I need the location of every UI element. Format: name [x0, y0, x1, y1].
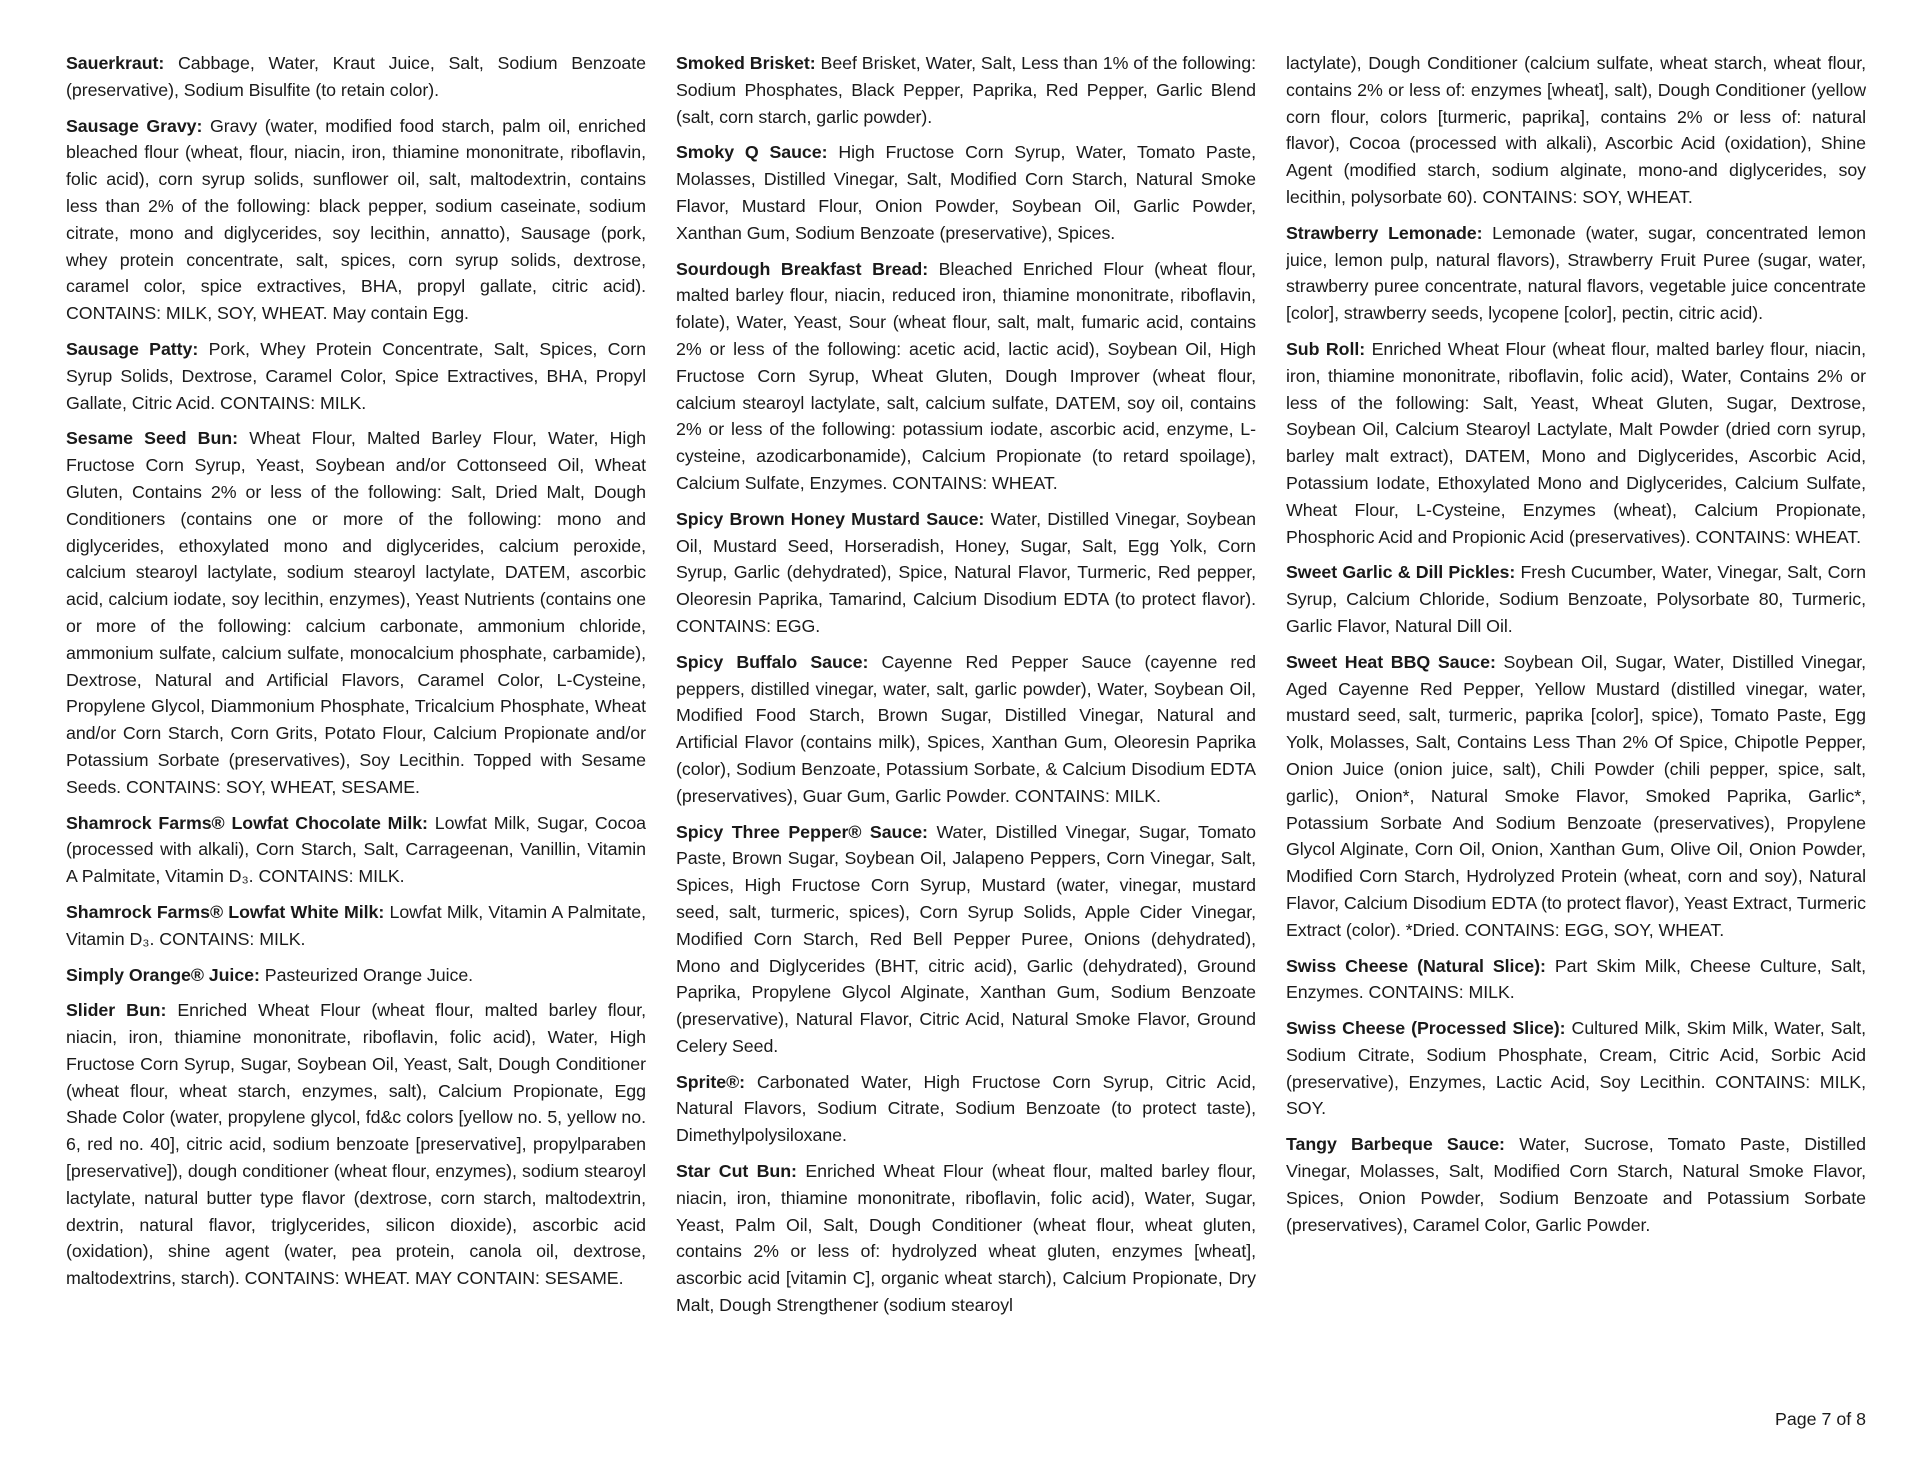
item-ingredients: Pasteurized Orange Juice. — [264, 964, 474, 985]
item-name: Sausage Patty: — [66, 338, 199, 359]
item-name: Strawberry Lemonade: — [1286, 222, 1483, 243]
item-ingredients: Enriched Wheat Flour (wheat flour, malted barley flour, niacin, iron, thiamine mononitrate, riboflavin, folic acid), Water, High Fructose Corn Syrup, Sugar, Soybean Oil, Yeast, Salt, Dough Conditioner (wheat flour, wheat starch, enzymes, salt), Calcium Propionate, Egg Shade Color (water, propylene glycol, fd&c colors [yellow no. 5, yellow no. 6, red no. 40], citric acid, sodium benzoate [preservative], propylparaben [preservative]), dough conditioner (wheat flour, enzymes), sodium stearoyl lactylate, natural butter type flavor (dextrose, corn starch, maltodextrin, dextrin, natural flavor, triglycerides, silicon dioxide), ascorbic acid (oxidation), shine agent (water, pea protein, canola oil, dextrose, maltodextrins, starch). CONTAINS: WHEAT. MAY CONTAIN: SESAME. — [66, 1000, 646, 1289]
ingredient-entry — [66, 336, 646, 416]
item-ingredients: Lowfat Milk, Sugar, Cocoa (processed with alkali), Corn Starch, Salt, Carrageenan, Vanillin, Vitamin A Palmitate, Vitamin D₃. CONTAINS: MILK. — [66, 812, 646, 887]
ingredient-entry — [66, 113, 646, 327]
ingredient-entry — [1286, 336, 1866, 550]
ingredient-entry — [66, 425, 646, 800]
item-name: Spicy Three Pepper® Sauce: — [676, 821, 928, 842]
item-name: Star Cut Bun: — [676, 1161, 797, 1182]
item-name: Swiss Cheese (Processed Slice): — [1286, 1018, 1566, 1039]
item-ingredients: lactylate), Dough Conditioner (calcium sulfate, wheat starch, wheat flour, contains 2% or less of: enzymes [wheat], salt), Dough Conditioner (yellow corn flour, colors [turmeric, paprika], contains 2% or less of: natural flavor), Cocoa (processed with alkali), Ascorbic Acid (oxidation), Shine Agent (modified starch, sodium alginate, mono-and diglycerides, soy lecithin, polysorbate 60). CONTAINS: SOY, WHEAT. — [1286, 53, 1866, 207]
ingredient-entry — [66, 962, 646, 989]
column-3 — [1286, 50, 1866, 1380]
item-ingredients: Part Skim Milk, Cheese Culture, Salt, Enzymes. CONTAINS: MILK. — [1286, 955, 1866, 1003]
item-ingredients: Water, Sucrose, Tomato Paste, Distilled Vinegar, Molasses, Salt, Modified Corn Starch, Natural Smoke Flavor, Spices, Onion Powder, Sodium Benzoate and Potassium Sorbate (preservatives), Caramel Color, Garlic Powder. — [1286, 1134, 1866, 1235]
item-name: Shamrock Farms® Lowfat White Milk: — [66, 901, 385, 922]
page-number: Page 7 of 8 — [1775, 1409, 1866, 1429]
ingredient-entry — [1286, 953, 1866, 1007]
item-name: Smoky Q Sauce: — [676, 142, 828, 163]
item-ingredients: Wheat Flour, Malted Barley Flour, Water, High Fructose Corn Syrup, Yeast, Soybean and/or Cottonseed Oil, Wheat Gluten, Contains 2% or less of the following: Salt, Dried Malt, Dough Conditioners (contains one or more of the following: mono and diglycerides, ethoxylated mono and diglycerides, calcium peroxide, calcium stearoyl lactylate, sodium stearoyl lactylate, DATEM, ascorbic acid, calcium iodate, soy lecithin, enzymes), Yeast Nutrients (contains one or more of the following: calcium carbonate, ammonium chloride, ammonium sulfate, calcium sulfate, monocalcium phosphate, carbamide), Dextrose, Natural and Artificial Flavors, Caramel Color, L-Cysteine, Propylene Glycol, Diammonium Phosphate, Tricalcium Phosphate, Wheat and/or Corn Starch, Corn Grits, Potato Flour, Calcium Propionate and/or Potassium Sorbate (preservatives), Soy Lecithin. Topped with Sesame Seeds. CONTAINS: SOY, WHEAT, SESAME. — [66, 428, 646, 797]
ingredient-entry — [676, 819, 1256, 1060]
item-ingredients: Enriched Wheat Flour (wheat flour, malted barley flour, niacin, iron, thiamine mononitrate, riboflavin, folic acid), Water, Sugar, Yeast, Palm Oil, Salt, Dough Conditioner (wheat flour, wheat gluten, contains 2% or less of: hydrolyzed wheat gluten, enzymes [wheat], ascorbic acid [vitamin C], organic wheat starch), Calcium Propionate, Dry Malt, Dough Strengthener (sodium stearoyl — [676, 1161, 1256, 1316]
ingredient-entry — [1286, 220, 1866, 327]
item-ingredients: High Fructose Corn Syrup, Water, Tomato Paste, Molasses, Distilled Vinegar, Salt, Modified Corn Starch, Natural Smoke Flavor, Mustard Flour, Onion Powder, Soybean Oil, Garlic Powder, Xanthan Gum, Sodium Benzoate (preservative), Spices. — [676, 142, 1256, 243]
ingredient-document — [66, 50, 1866, 1380]
ingredient-entry — [676, 256, 1256, 497]
item-ingredients: Cultured Milk, Skim Milk, Water, Salt, Sodium Citrate, Sodium Phosphate, Cream, Citric Acid, Sorbic Acid (preservative), Enzymes, Lactic Acid, Soy Lecithin. CONTAINS: MILK, SOY. — [1286, 1018, 1866, 1119]
item-name: Tangy Barbeque Sauce: — [1286, 1134, 1505, 1155]
item-name: Spicy Buffalo Sauce: — [676, 651, 869, 672]
item-ingredients: Gravy (water, modified food starch, palm oil, enriched bleached flour (wheat, flour, niacin, iron, thiamine mononitrate, riboflavin, folic acid), corn syrup solids, sunflower oil, salt, maltodextrin, contains less than 2% of the following: black pepper, sodium caseinate, sodium citrate, mono and diglycerides, soy lecithin, annatto), Sausage (pork, whey protein concentrate, salt, spices, corn syrup solids, dextrose, caramel color, spice extractives, BHA, propyl gallate, citric acid). CONTAINS: MILK, SOY, WHEAT. May contain Egg. — [66, 115, 646, 324]
item-ingredients: Enriched Wheat Flour (wheat flour, malted barley flour, niacin, iron, thiamine mononitrate, riboflavin, folic acid), Water, Contains 2% or less of the following: Salt, Yeast, Wheat Gluten, Sugar, Dextrose, Soybean Oil, Calcium Stearoyl Lactylate, Malt Powder (dried corn syrup, barley malt extract), DATEM, Mono and Diglycerides, Ascorbic Acid, Potassium Iodate, Ethoxylated Mono and Diglycerides, Calcium Sulfate, Wheat Flour, L-Cysteine, Enzymes (wheat), Calcium Propionate, Phosphoric Acid and Propionic Acid (preservatives). CONTAINS: WHEAT. — [1286, 338, 1866, 547]
ingredient-entry — [66, 810, 646, 890]
ingredient-entry — [676, 1158, 1256, 1319]
item-ingredients: Soybean Oil, Sugar, Water, Distilled Vinegar, Aged Cayenne Red Pepper, Yellow Mustard (distilled vinegar, water, mustard seed, salt, turmeric, paprika [color], spice), Tomato Paste, Egg Yolk, Molasses, Salt, Contains Less Than 2% Of Spice, Chipotle Pepper, Onion Juice (onion juice, salt), Chili Powder (chili pepper, spice, salt, garlic), Onion*, Natural Smoke Flavor, Smoked Paprika, Garlic*, Potassium Sorbate And Sodium Benzoate (preservatives), Propylene Glycol Alginate, Corn Oil, Onion, Xanthan Gum, Olive Oil, Onion Powder, Modified Corn Starch, Hydrolyzed Protein (wheat, corn and soy), Natural Flavor, Calcium Disodium EDTA (to protect flavor), Yeast Extract, Turmeric Extract (color). *Dried. CONTAINS: EGG, SOY, WHEAT. — [1286, 651, 1866, 940]
ingredient-entry — [66, 899, 646, 953]
ingredient-entry — [1286, 649, 1866, 944]
item-ingredients: Beef Brisket, Water, Salt, Less than 1% of the following: Sodium Phosphates, Black Pepper, Paprika, Red Pepper, Garlic Blend (salt, corn starch, garlic powder). — [676, 53, 1256, 127]
item-ingredients: Bleached Enriched Flour (wheat flour, malted barley flour, niacin, reduced iron, thiamine mononitrate, riboflavin, folate), Water, Yeast, Sour (wheat flour, salt, malt, fumaric acid, contains 2% or less of the following: acetic acid, lactic acid), Soybean Oil, High Fructose Corn Syrup, Wheat Gluten, Dough Improver (wheat flour, calcium stearoyl lactylate, salt, calcium sulfate, DATEM, soy oil, contains 2% or less of the following: potassium iodate, ascorbic acid, enzyme, L-cysteine, azodicarbonamide), Calcium Propionate (to retard spoilage), Calcium Sulfate, Enzymes. CONTAINS: WHEAT. — [676, 258, 1256, 493]
item-name: Sub Roll: — [1286, 338, 1366, 359]
item-name: Sesame Seed Bun: — [66, 428, 238, 449]
item-name: Sprite®: — [676, 1071, 746, 1092]
item-ingredients: Carbonated Water, High Fructose Corn Syrup, Citric Acid, Natural Flavors, Sodium Citrate, Sodium Benzoate (to protect taste), Dimethylpolysiloxane. — [676, 1071, 1256, 1146]
column-1 — [66, 50, 646, 1380]
item-name: Sweet Heat BBQ Sauce: — [1286, 651, 1496, 672]
column-2 — [676, 50, 1256, 1380]
item-name: Simply Orange® Juice: — [66, 964, 260, 985]
item-ingredients: Cayenne Red Pepper Sauce (cayenne red peppers, distilled vinegar, water, salt, garlic powder), Water, Soybean Oil, Modified Food Starch, Brown Sugar, Distilled Vinegar, Natural and Artificial Flavor (contains milk), Spices, Xanthan Gum, Oleoresin Paprika (color), Sodium Benzoate, Potassium Sorbate, & Calcium Disodium EDTA (preservatives), Guar Gum, Garlic Powder. CONTAINS: MILK. — [676, 651, 1256, 806]
item-name: Sweet Garlic & Dill Pickles: — [1286, 562, 1516, 583]
ingredient-columns — [66, 50, 1866, 1380]
item-ingredients: Water, Distilled Vinegar, Sugar, Tomato Paste, Brown Sugar, Soybean Oil, Jalapeno Peppers, Corn Vinegar, Salt, Spices, High Fructose Corn Syrup, Mustard (water, vinegar, mustard seed, salt, turmeric, spices), Corn Syrup Solids, Apple Cider Vinegar, Modified Corn Starch, Red Bell Pepper Puree, Onions (dehydrated), Mono and Diglycerides (BHT, citric acid), Garlic (dehydrated), Ground Paprika, Propylene Glycol Alginate, Xanthan Gum, Sodium Benzoate (preservative), Natural Flavor, Citric Acid, Natural Smoke Flavor, Ground Celery Seed. — [676, 821, 1256, 1056]
item-name: Sauerkraut: — [66, 53, 165, 73]
item-name: Sausage Gravy: — [66, 115, 203, 136]
item-name: Slider Bun: — [66, 1000, 167, 1021]
item-name: Shamrock Farms® Lowfat Chocolate Milk: — [66, 812, 428, 833]
ingredient-entry — [1286, 1015, 1866, 1122]
item-ingredients: Water, Distilled Vinegar, Soybean Oil, Mustard Seed, Horseradish, Honey, Sugar, Salt, Egg Yolk, Corn Syrup, Garlic (dehydrated), Spice, Natural Flavor, Turmeric, Red pepper, Oleoresin Paprika, Tamarind, Calcium Disodium EDTA (to protect flavor). CONTAINS: EGG. — [676, 508, 1256, 636]
item-name: Smoked Brisket: — [676, 53, 816, 73]
ingredient-entry — [676, 50, 1256, 130]
ingredient-entry — [676, 649, 1256, 810]
item-ingredients: Lemonade (water, sugar, concentrated lemon juice, lemon pulp, natural flavors), Strawberry Fruit Puree (sugar, water, strawberry puree concentrate, natural flavors, vegetable juice concentrate [color], strawberry seeds, lycopene [color], pectin, citric acid). — [1286, 222, 1866, 324]
ingredient-entry — [676, 139, 1256, 246]
ingredient-entry — [1286, 559, 1866, 639]
ingredient-entry — [676, 506, 1256, 640]
item-ingredients: Fresh Cucumber, Water, Vinegar, Salt, Corn Syrup, Calcium Chloride, Sodium Benzoate, Polysorbate 80, Turmeric, Garlic Flavor, Natural Dill Oil. — [1286, 562, 1866, 636]
ingredient-entry — [66, 997, 646, 1292]
item-name: Sourdough Breakfast Bread: — [676, 258, 929, 279]
item-ingredients: Cabbage, Water, Kraut Juice, Salt, Sodium Benzoate (preservative), Sodium Bisulfite (to retain color). — [66, 53, 646, 100]
item-name: Spicy Brown Honey Mustard Sauce: — [676, 508, 985, 529]
item-ingredients: Lowfat Milk, Vitamin A Palmitate, Vitamin D₃. CONTAINS: MILK. — [66, 901, 646, 949]
ingredient-entry — [66, 50, 646, 104]
ingredient-entry — [676, 1069, 1256, 1149]
ingredient-entry — [1286, 50, 1866, 211]
item-ingredients: Pork, Whey Protein Concentrate, Salt, Spices, Corn Syrup Solids, Dextrose, Caramel Color, Spice Extractives, BHA, Propyl Gallate, Citric Acid. CONTAINS: MILK. — [66, 338, 646, 413]
item-name: Swiss Cheese (Natural Slice): — [1286, 955, 1546, 976]
ingredient-entry — [1286, 1131, 1866, 1238]
